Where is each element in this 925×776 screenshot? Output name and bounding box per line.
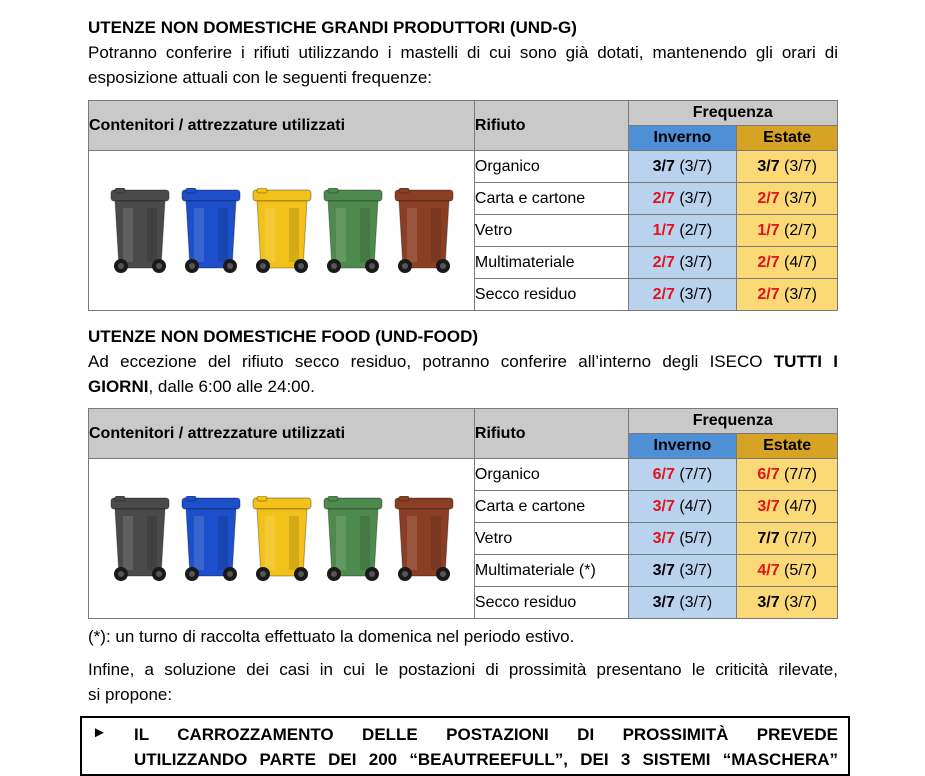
header-containers: Contenitori / attrezzature utilizzati bbox=[89, 409, 475, 459]
waste-type: Organico bbox=[474, 151, 628, 183]
new-frequency: 2/7 bbox=[652, 189, 675, 207]
section2-line1 bbox=[88, 349, 838, 374]
winter-frequency bbox=[628, 459, 737, 491]
summer-frequency bbox=[737, 183, 838, 215]
new-frequency: 3/7 bbox=[652, 593, 675, 611]
section1-intro-line1: Potranno conferire i rifiuti utilizzando i mastelli di cui sono già dotati, mantenendo gli orari di bbox=[88, 43, 838, 62]
old-frequency: (2/7) bbox=[779, 221, 817, 239]
new-frequency: 3/7 bbox=[652, 561, 675, 579]
waste-bin-icon bbox=[322, 188, 384, 274]
header-frequency: Frequenza bbox=[628, 101, 837, 126]
old-frequency: (3/7) bbox=[674, 189, 713, 207]
new-frequency: 6/7 bbox=[757, 465, 780, 483]
header-summer: Estate bbox=[737, 434, 838, 459]
old-frequency: (7/7) bbox=[779, 529, 817, 547]
waste-bin-icon bbox=[393, 188, 455, 274]
waste-bin-icon bbox=[251, 188, 313, 274]
waste-type: Organico bbox=[474, 459, 628, 491]
section2-title: UTENZE NON DOMESTICHE FOOD (UND-FOOD) bbox=[88, 327, 479, 346]
summer-frequency bbox=[737, 215, 838, 247]
table-row bbox=[89, 459, 838, 491]
new-frequency: 2/7 bbox=[652, 285, 675, 303]
winter-frequency bbox=[628, 523, 737, 555]
bins-image bbox=[89, 151, 475, 311]
old-frequency: (2/7) bbox=[674, 221, 713, 239]
section2-line2-text: , dalle 6:00 alle 24:00. bbox=[148, 377, 315, 396]
section2-line2-bold: GIORNI bbox=[88, 377, 149, 396]
new-frequency: 6/7 bbox=[652, 465, 675, 483]
old-frequency: (5/7) bbox=[779, 561, 817, 579]
winter-frequency bbox=[628, 555, 737, 587]
new-frequency: 2/7 bbox=[652, 253, 675, 271]
old-frequency: (3/7) bbox=[779, 593, 817, 611]
proposal-box bbox=[80, 716, 850, 776]
proposal-line1: IL CARROZZAMENTO DELLE POSTAZIONI DI PROSSIMITÀ PREVEDE bbox=[134, 725, 838, 744]
winter-frequency bbox=[628, 151, 737, 183]
frequency-table-und-g bbox=[88, 100, 838, 311]
summer-frequency bbox=[737, 279, 838, 311]
header-winter: Inverno bbox=[628, 434, 737, 459]
header-winter: Inverno bbox=[628, 126, 737, 151]
new-frequency: 3/7 bbox=[757, 497, 780, 515]
waste-bin-icon bbox=[109, 188, 171, 274]
new-frequency: 7/7 bbox=[757, 529, 780, 547]
old-frequency: (3/7) bbox=[779, 157, 817, 175]
header-waste: Rifiuto bbox=[474, 101, 628, 151]
waste-type: Vetro bbox=[474, 215, 628, 247]
proposal-line2: UTILIZZANDO PARTE DEI 200 “BEAUTREEFULL”, DEI 3 SISTEMI “MASCHERA” bbox=[134, 750, 838, 769]
waste-bin-icon bbox=[180, 188, 242, 274]
winter-frequency bbox=[628, 247, 737, 279]
new-frequency: 2/7 bbox=[757, 253, 780, 271]
old-frequency: (5/7) bbox=[674, 529, 713, 547]
new-frequency: 3/7 bbox=[652, 529, 675, 547]
section1-intro-line2: esposizione attuali con le seguenti frequenze: bbox=[88, 68, 433, 87]
waste-bin-icon bbox=[251, 496, 313, 582]
winter-frequency bbox=[628, 183, 737, 215]
new-frequency: 4/7 bbox=[757, 561, 780, 579]
old-frequency: (4/7) bbox=[674, 497, 713, 515]
summer-frequency bbox=[737, 459, 838, 491]
header-frequency: Frequenza bbox=[628, 409, 837, 434]
section2-line1-text: Ad eccezione del rifiuto secco residuo, potranno conferire all’interno degli ISECO bbox=[88, 352, 774, 371]
frequency-table-und-food bbox=[88, 408, 838, 619]
waste-type: Vetro bbox=[474, 523, 628, 555]
waste-type: Carta e cartone bbox=[474, 183, 628, 215]
header-summer: Estate bbox=[737, 126, 838, 151]
old-frequency: (4/7) bbox=[779, 253, 817, 271]
winter-frequency bbox=[628, 279, 737, 311]
new-frequency: 2/7 bbox=[757, 285, 780, 303]
old-frequency: (3/7) bbox=[674, 157, 713, 175]
summer-frequency bbox=[737, 523, 838, 555]
old-frequency: (3/7) bbox=[674, 561, 713, 579]
header-containers: Contenitori / attrezzature utilizzati bbox=[89, 101, 475, 151]
header-waste: Rifiuto bbox=[474, 409, 628, 459]
waste-type: Multimateriale (*) bbox=[474, 555, 628, 587]
section2-line2 bbox=[88, 374, 838, 399]
winter-frequency bbox=[628, 491, 737, 523]
waste-bin-icon bbox=[322, 496, 384, 582]
winter-frequency bbox=[628, 587, 737, 619]
new-frequency: 3/7 bbox=[652, 157, 675, 175]
waste-type: Secco residuo bbox=[474, 587, 628, 619]
old-frequency: (3/7) bbox=[674, 285, 713, 303]
waste-type: Carta e cartone bbox=[474, 491, 628, 523]
waste-bin-icon bbox=[393, 496, 455, 582]
old-frequency: (3/7) bbox=[779, 285, 817, 303]
new-frequency: 3/7 bbox=[757, 593, 780, 611]
winter-frequency bbox=[628, 215, 737, 247]
new-frequency: 2/7 bbox=[757, 189, 780, 207]
waste-type: Secco residuo bbox=[474, 279, 628, 311]
summer-frequency bbox=[737, 491, 838, 523]
footnote: (*): un turno di raccolta effettuato la domenica nel periodo estivo. bbox=[88, 627, 575, 646]
old-frequency: (3/7) bbox=[779, 189, 817, 207]
section2-line1-bold: TUTTI I bbox=[773, 352, 838, 371]
summer-frequency bbox=[737, 151, 838, 183]
summer-frequency bbox=[737, 587, 838, 619]
old-frequency: (7/7) bbox=[674, 465, 713, 483]
old-frequency: (3/7) bbox=[674, 593, 713, 611]
closing-line2: si propone: bbox=[88, 685, 173, 704]
new-frequency: 3/7 bbox=[757, 157, 780, 175]
waste-type: Multimateriale bbox=[474, 247, 628, 279]
waste-bin-icon bbox=[180, 496, 242, 582]
new-frequency: 1/7 bbox=[652, 221, 675, 239]
bins-image bbox=[89, 459, 475, 619]
table-row bbox=[89, 151, 838, 183]
arrow-bullet-icon: ► bbox=[92, 724, 107, 741]
summer-frequency bbox=[737, 555, 838, 587]
waste-bin-icon bbox=[109, 496, 171, 582]
old-frequency: (7/7) bbox=[779, 465, 817, 483]
summer-frequency bbox=[737, 247, 838, 279]
closing-line1: Infine, a soluzione dei casi in cui le postazioni di prossimità presentano le criticità rilevate, bbox=[88, 660, 838, 679]
old-frequency: (4/7) bbox=[779, 497, 817, 515]
new-frequency: 1/7 bbox=[757, 221, 780, 239]
old-frequency: (3/7) bbox=[674, 253, 713, 271]
new-frequency: 3/7 bbox=[652, 497, 675, 515]
section1-title: UTENZE NON DOMESTICHE GRANDI PRODUTTORI (UND-G) bbox=[88, 18, 577, 37]
